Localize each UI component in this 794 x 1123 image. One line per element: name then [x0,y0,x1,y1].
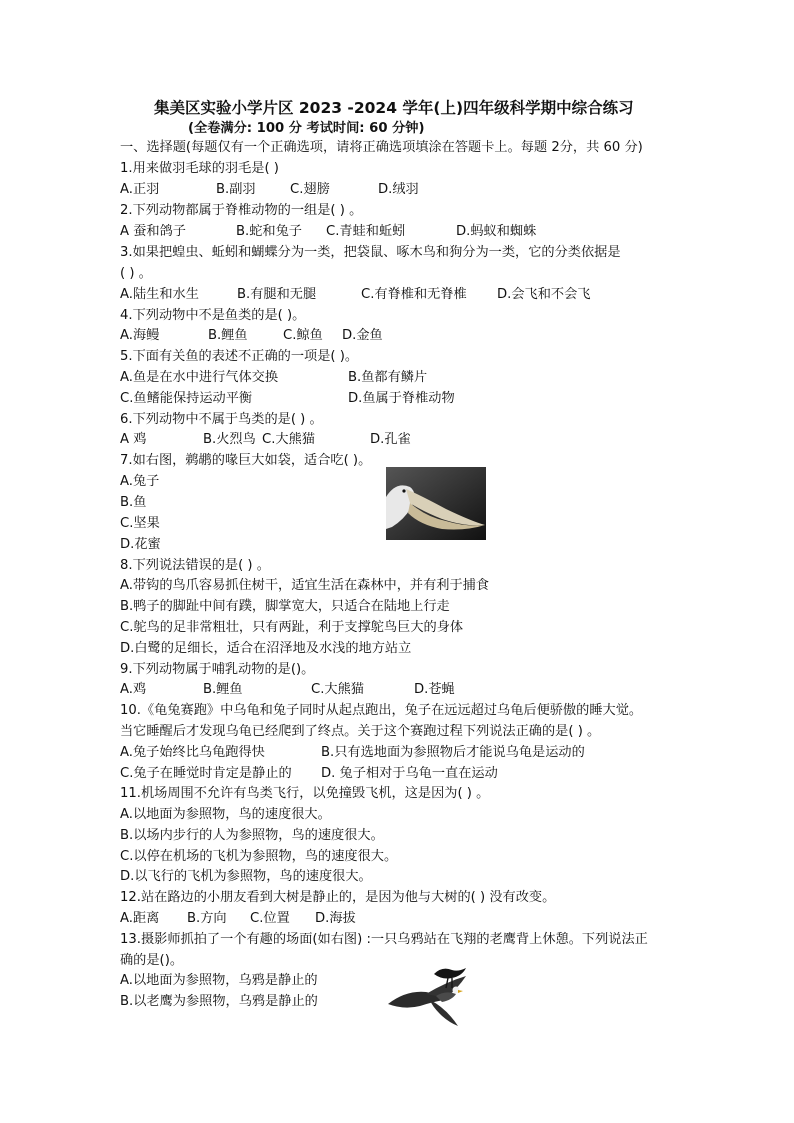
q1-option-c: C.翅膀 [290,182,330,197]
q5-option-b: B.鱼都有鳞片 [348,370,428,385]
q9-option-d: D.苍蝇 [414,682,455,697]
q11-option-b: B.以场内步行的人为参照物，鸟的速度很大。 [120,828,384,843]
section-heading: 一、选择题(每题仅有一个正确选项，请将正确选项填涂在答题卡上。每题 2分，共 60 分) [120,140,643,155]
q1-option-d: D.绒羽 [378,182,419,197]
q6-option-a: A 鸡 [120,432,147,447]
q2-option-a: A 蚕和鸽子 [120,224,186,239]
q13-option-b: B.以老鹰为参照物，乌鸦是静止的 [120,994,318,1009]
q13-option-a: A.以地面为参照物，乌鸦是静止的 [120,973,318,988]
q10-stem-line2: 当它睡醒后才发现乌龟已经爬到了终点。关于这个赛跑过程下列说法正确的是( ) 。 [120,724,601,739]
q12-stem: 12.站在路边的小朋友看到大树是静止的，是因为他与大树的( ) 没有改变。 [120,890,556,905]
q6-stem: 6.下列动物中不属于鸟类的是( ) 。 [120,412,323,427]
q2-option-b: B.蛇和兔子 [236,224,302,239]
q2-stem: 2.下列动物都属于脊椎动物的一组是( ) 。 [120,203,363,218]
q3-option-a: A.陆生和水生 [120,287,199,302]
q12-option-b: B.方向 [187,911,227,926]
q9-stem: 9.下列动物属于哺乳动物的是()。 [120,662,315,677]
q9-option-c: C.大熊猫 [311,682,364,697]
q7-stem: 7.如右图，鹈鹕的喙巨大如袋，适合吃( )。 [120,453,372,468]
q11-option-d: D.以飞行的飞机为参照物，鸟的速度很大。 [120,869,372,884]
q7-option-c: C.坚果 [120,516,160,531]
q8-stem: 8.下列说法错误的是( ) 。 [120,558,270,573]
q2-option-c: C.青蛙和蚯蚓 [326,224,406,239]
q12-option-d: D.海拔 [315,911,356,926]
q4-stem: 4.下列动物中不是鱼类的是( )。 [120,308,306,323]
q5-option-a: A.鱼是在水中进行气体交换 [120,370,279,385]
q11-stem: 11.机场周围不允许有鸟类飞行，以免撞毁飞机，这是因为( ) 。 [120,786,490,801]
q4-option-d: D.金鱼 [342,328,383,343]
q3-option-d: D.会飞和不会飞 [497,287,591,302]
q2-option-d: D.蚂蚁和蜘蛛 [456,224,537,239]
q3-option-b: B.有腿和无腿 [237,287,317,302]
q1-stem: 1.用来做羽毛球的羽毛是( ) [120,161,279,176]
q9-option-a: A.鸡 [120,682,147,697]
page-title: 集美区实验小学片区 2023 -2024 学年(上)四年级科学期中综合练习 [154,99,634,117]
q6-option-b: B.火烈鸟 [203,432,256,447]
q10-option-a: A.兔子始终比乌龟跑得快 [120,745,265,760]
q3-stem-line2: ( ) 。 [120,266,152,281]
q10-option-d: D. 兔子相对于乌龟一直在运动 [321,766,498,781]
q9-option-b: B.鲤鱼 [203,682,243,697]
q7-option-d: D.花蜜 [120,537,161,552]
q1-option-a: A.正羽 [120,182,160,197]
q8-option-d: D.白鹭的足细长，适合在沼泽地及水浅的地方站立 [120,641,412,656]
q8-option-a: A.带钩的鸟爪容易抓住树干，适宜生活在森林中，并有利于捕食 [120,578,490,593]
q12-option-a: A.距离 [120,911,160,926]
pelican-image [386,467,486,540]
q8-option-b: B.鸭子的脚趾中间有蹼，脚掌宽大，只适合在陆地上行走 [120,599,450,614]
q10-option-c: C.兔子在睡觉时肯定是静止的 [120,766,292,781]
q4-option-b: B.鲤鱼 [208,328,248,343]
q11-option-a: A.以地面为参照物，鸟的速度很大。 [120,807,331,822]
q5-option-c: C.鱼鳍能保持运动平衡 [120,391,253,406]
q5-stem: 5.下面有关鱼的表述不正确的一项是( )。 [120,349,359,364]
q1-option-b: B.副羽 [216,182,256,197]
q10-stem-line1: 10.《龟兔赛跑》中乌龟和兔子同时从起点跑出，兔子在远远超过乌龟后便骄傲的睡大觉。 [120,703,643,718]
q12-option-c: C.位置 [250,911,290,926]
q8-option-c: C.鸵鸟的足非常粗壮，只有两趾，利于支撑鸵鸟巨大的身体 [120,620,464,635]
q5-option-d: D.鱼属于脊椎动物 [348,391,455,406]
q6-option-c: C.大熊猫 [262,432,315,447]
q3-stem-line1: 3.如果把蝗虫、蚯蚓和蝴蝶分为一类，把袋鼠、啄木鸟和狗分为一类，它的分类依据是 [120,245,621,260]
q10-option-b: B.只有选地面为参照物后才能说乌龟是运动的 [321,745,585,760]
q13-stem-line1: 13.摄影师抓拍了一个有趣的场面(如右图) :一只乌鸦站在飞翔的老鹰背上休憩。下列说法正 [120,932,648,947]
exam-info: (全卷满分: 100 分 考试时间: 60 分钟) [188,121,425,136]
q7-option-a: A.兔子 [120,474,160,489]
q6-option-d: D.孔雀 [370,432,411,447]
q13-stem-line2: 确的是()。 [120,953,184,968]
q4-option-a: A.海鳗 [120,328,160,343]
q3-option-c: C.有脊椎和无脊椎 [361,287,467,302]
q4-option-c: C.鲸鱼 [283,328,323,343]
eagle-crow-image [386,964,478,1030]
q11-option-c: C.以停在机场的飞机为参照物，鸟的速度很大。 [120,849,398,864]
q7-option-b: B.鱼 [120,495,147,510]
